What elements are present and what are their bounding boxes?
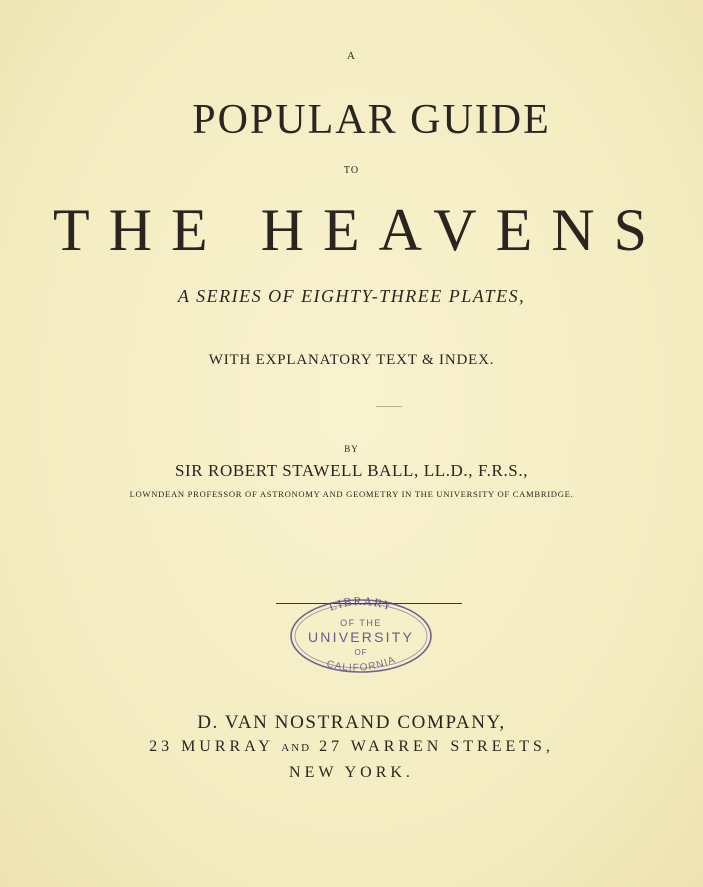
publisher-name: D. VAN NOSTRAND COMPANY, [197, 712, 506, 733]
address-and: AND [281, 742, 312, 754]
title-article: A [347, 50, 356, 62]
publisher-city: NEW YORK. [289, 764, 414, 781]
stamp-line-2: OF THE [340, 618, 382, 628]
stamp-line-4: OF [354, 648, 368, 657]
publisher-address [0, 738, 703, 756]
svg-text:LIBRARY [327, 596, 395, 614]
byline-label: BY [344, 444, 359, 454]
title-line-2: THE HEAVENS [53, 197, 666, 263]
svg-text:CALIFORNIA [325, 654, 397, 673]
stamp-line-5: CALIFORNIA [325, 654, 398, 674]
library-stamp [288, 596, 434, 674]
stamp-line-3: UNIVERSITY [307, 629, 415, 645]
subtitle: A SERIES OF EIGHTY-THREE PLATES, [177, 286, 526, 306]
address-part-1: 23 MURRAY [149, 738, 274, 755]
stamp-line-1: LIBRARY [326, 596, 395, 614]
library-stamp-graphic [288, 596, 434, 674]
title-line-1: POPULAR GUIDE [192, 97, 551, 143]
title-connector: TO [343, 165, 360, 176]
address-part-2: 27 WARREN STREETS, [319, 738, 554, 755]
ornament-divider [376, 406, 402, 407]
subtitle-2: WITH EXPLANATORY TEXT & INDEX. [208, 352, 495, 368]
author-title: LOWNDEAN PROFESSOR OF ASTRONOMY AND GEOMETRY IN THE UNIVERSITY OF CAMBRIDGE. [129, 489, 574, 499]
author-name: SIR ROBERT STAWELL BALL, LL.D., F.R.S., [174, 461, 529, 480]
